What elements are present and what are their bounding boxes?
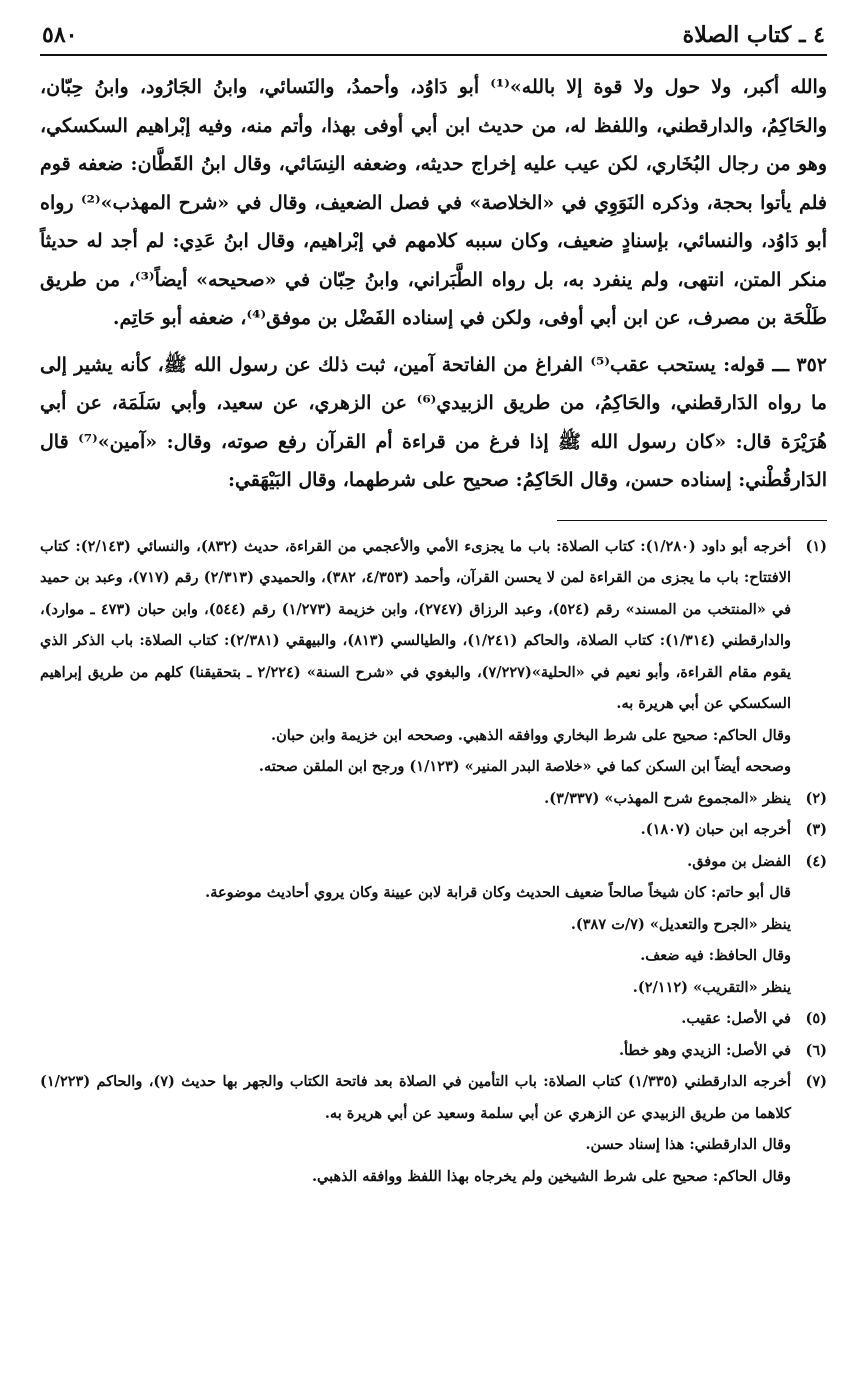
main-text: [40, 68, 827, 500]
footnote-body: [40, 1035, 791, 1067]
footnote-body: [40, 783, 791, 815]
footnote-line: ينظر «التقريب» (٢/١١٢).: [632, 978, 791, 996]
footnote-line: قال أبو حاتم: كان شيخاً صالحاً ضعيف الحديث وكان قرابة لابن عيينة وكان يروي أحاديث موضوعة.: [205, 884, 791, 901]
footnote-line: أخرجه الدارقطني (١/٣٣٥) كتاب الصلاة: باب التأمين في الصلاة بعد فاتحة الكتاب والجهر بها حديث (٧)، والحاكم (١/٢٢٣) كلاهما من طريق الزبيدي عن الزهري عن أبي سلمة وسعيد عن أبي هريرة به.: [40, 1073, 791, 1122]
footnote-number: (٥): [805, 1010, 827, 1027]
footnote-line: وقال الحاكم: صحيح على شرط البخاري ووافقه الذهبي. وصححه ابن خزيمة وابن حبان.: [271, 726, 791, 744]
footnote-item: [40, 1035, 827, 1067]
footnote-line: وصححه أيضاً ابن السكن كما في «خلاصة البدر المنير» (١/١٢٣) ورجح ابن الملقن صحته.: [258, 758, 791, 775]
page-header: [40, 22, 827, 56]
footnote-line: أخرجه أبو داود (١/٢٨٠): كتاب الصلاة: باب ما يجزىء الأمي والأعجمي من القراءة، حديث (٨٣٢)، والنسائي (٢/١٤٣): كتاب الافتتاح: باب ما يجزى من القراءة لمن لا يحسن القرآن، وأحمد (٤/٣٥٣، ٣٨٢)، والحميدي (٢/٣١٣) رقم (٧١٧)، وعبد بن حميد في «المنتخب من المسند» رقم (٥٢٤)، وعبد الرزاق (٢٧٤٧)، وابن خزيمة (١/٢٧٣) رقم (٥٤٤)، وابن حبان (٤٧٣ ـ موارد)، والدارقطني (١/٣١٤): كتاب الصلاة، والحاكم (١/٢٤١)، والطيالسي (٨١٣)، والبيهقي (٢/٣٨١): كتاب الصلاة: باب الذكر الذي يقوم مقام القراءة، وأبو نعيم في «الحلية»(٧/٢٢٧)، والبغوي في «شرح السنة» (٢/٢٢٤ ـ بتحقيقنا) كلهم من طريق إبراهيم السكسكي عن أبي هريرة به.: [40, 537, 792, 712]
footnote-line: ينظر «المجموع شرح المهذب» (٣/٣٣٧).: [544, 789, 791, 807]
footnote-body: [40, 1003, 791, 1035]
footnote-body: [40, 814, 791, 846]
footnote-number: (١): [805, 537, 827, 555]
footnote-line: ينظر «الجرح والتعديل» (٧/ت ٣٨٧).: [570, 915, 791, 933]
footnotes: [40, 531, 827, 1193]
paragraph-1: والله أكبر، ولا حول ولا قوة إلا بالله»⁽¹⁾ أبو دَاوُد، وأحمدُ، والنَسائي، وابنُ الجَارُود، وابنُ حِبّان، والحَاكِمُ، والدارقطني، واللفظ له، من حديث ابن أبي أوفى بهذا، وأتم منه، وفيه إبْراهيم السكسكي، وهو من رجال البُخَاري، لكن عيب عليه إخراج حديثه، وضعفه النِسَائي، وقال ابنُ القَطَّان: ضعفه قوم فلم يأتوا بحجة، وذكره النَوَوِي في «الخلاصة» في فصل الضعيف، وقال في «شرح المهذب»⁽²⁾ رواه أبو دَاوُد، والنسائي، بإسنادٍ ضعيف، وكان سببه كلامهم في إبْراهيم، وقال ابنُ عَدِي: لم أجد له حديثاً منكر المتن، انتهى، ولم ينفرد به، بل رواه الطَّبَراني، وابنُ حِبّان في «صحيحه» أيضاً⁽³⁾، من طريق طَلْحَة بن مصرف، عن ابن أبي أوفى، ولكن في إسناده الفَضْل بن موفق⁽⁴⁾، ضعفه أبو حَاتِم.: [40, 76, 828, 329]
footnote-item: [40, 1003, 827, 1035]
footnote-number: (٧): [805, 1073, 827, 1090]
footnote-item: [40, 814, 827, 846]
footnote-line: أخرجه ابن حبان (١٨٠٧).: [640, 821, 791, 838]
footnote-body: [40, 846, 791, 1004]
paragraph-2: [40, 346, 827, 500]
footnote-line: الفضل بن موفق.: [687, 852, 791, 870]
footnote-number: (٦): [805, 1041, 827, 1059]
footnote-number: (٢): [805, 789, 827, 807]
footnote-item: [40, 1066, 827, 1192]
footnote-line: وقال الحافظ: فيه ضعف.: [640, 947, 791, 964]
footnote-number: (٣): [805, 821, 827, 838]
footnote-number: (٤): [805, 852, 827, 870]
paragraph-2-text: قوله: يستحب عقب⁽⁵⁾ الفراغ من الفاتحة آمين، ثبت ذلك عن رسول الله ﷺ، كأنه يشير إلى ما رواه الدَارقطني، والحَاكِمُ، من طريق الزبيدي⁽⁶⁾ عن الزهري، عن سعيد، وأبي سَلَمَة، عن أبي هُرَيْرَة قال: «كان رسول الله ﷺ إذا فرغ من قراءة أم القرآن رفع صوته، وقال: «آمين»⁽⁷⁾ قال الدَارقُطْني: إسناده حسن، وقال الحَاكِمُ: صحيح على شرطهما، وقال البَيْهَقي:: [40, 353, 827, 491]
footnote-line: وقال الحاكم: صحيح على شرط الشيخين ولم يخرجاه بهذا اللفظ ووافقه الذهبي.: [311, 1167, 791, 1185]
footnote-line: في الأصل: عقيب.: [681, 1010, 791, 1027]
footnote-divider: [557, 520, 827, 521]
footnote-item: [40, 783, 827, 815]
page-number: ٥٨٠: [42, 22, 78, 48]
footnote-line: وقال الدارقطني: هذا إسناد حسن.: [585, 1136, 791, 1153]
footnote-item: [40, 846, 827, 1004]
footnote-item: [40, 531, 827, 783]
footnote-body: [40, 1066, 791, 1192]
entry-number: ٣٥٢ ـــ: [772, 353, 827, 376]
footnote-line: في الأصل: الزيدي وهو خطأ.: [618, 1041, 791, 1059]
footnote-body: [40, 531, 791, 783]
section-title: ٤ ـ كتاب الصلاة: [682, 22, 825, 48]
